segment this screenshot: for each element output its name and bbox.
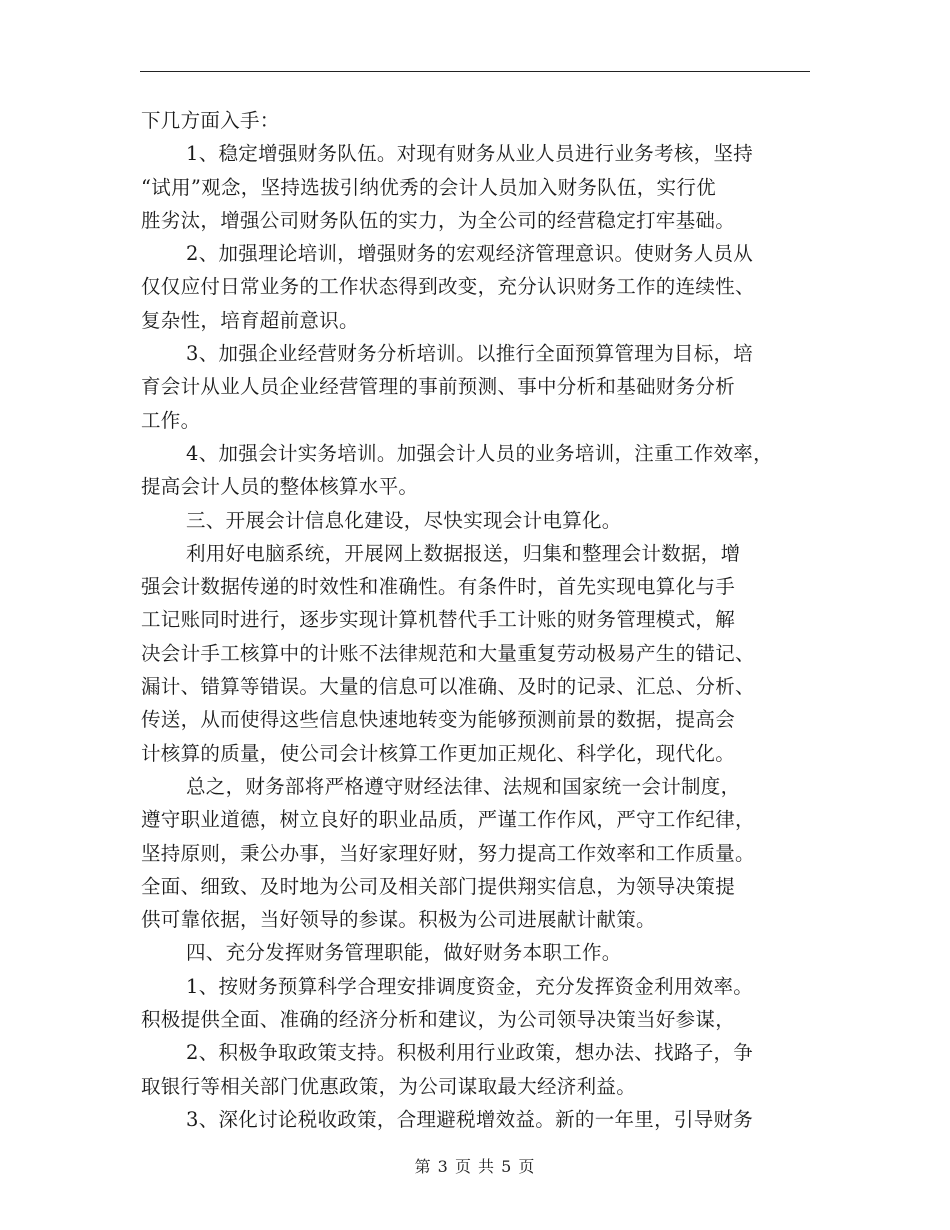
text-line: 取银行等相关部门优惠政策，为公司谋取最大经济利益。 — [141, 1074, 637, 1098]
text-line: 全面、细致、及时地为公司及相关部门提供翔实信息，为领导决策提 — [141, 874, 736, 898]
text-line: “试用”观念，坚持选拔引纳优秀的会计人员加入财务队伍，实行优 — [141, 175, 716, 199]
text-line: 1、按财务预算科学合理安排调度资金，充分发挥资金利用效率。 — [186, 974, 754, 998]
text-line: 4、加强会计实务培训。加强会计人员的业务培训，注重工作效率， — [186, 441, 773, 465]
page-footer: 第 3 页 共 5 页 — [414, 1157, 536, 1176]
text-line: 仅仅应付日常业务的工作状态得到改变，充分认识财务工作的连续性、 — [141, 275, 755, 299]
text-line: 工作。 — [141, 408, 201, 432]
document-body — [141, 104, 813, 1136]
text-line: 遵守职业道德，树立良好的职业品质，严谨工作作风，严守工作纪律， — [141, 808, 755, 832]
text-line: 下几方面入手： — [141, 109, 280, 132]
text-line: 工记账同时进行，逐步实现计算机替代手工计账的财务管理模式，解 — [141, 608, 736, 632]
text-line: 总之，财务部将严格遵守财经法律、法规和国家统一会计制度， — [186, 774, 741, 798]
text-line: 1、稳定增强财务队伍。对现有财务从业人员进行业务考核，坚持 — [186, 142, 754, 166]
text-line: 3、深化讨论税收政策，合理避税增效益。新的一年里，引导财务 — [186, 1107, 754, 1131]
text-line: 坚持原则，秉公办事，当好家理好财，努力提高工作效率和工作质量。 — [141, 841, 755, 865]
text-line: 2、积极争取政策支持。积极利用行业政策，想办法、找路子，争 — [186, 1041, 754, 1065]
text-line: 积极提供全面、准确的经济分析和建议，为公司领导决策当好参谋， — [141, 1008, 736, 1032]
text-line: 供可靠依据，当好领导的参谋。积极为公司进展献计献策。 — [141, 908, 656, 932]
text-line: 漏计、错算等错误。大量的信息可以准确、及时的记录、汇总、分析、 — [141, 675, 755, 699]
text-line: 决会计手工核算中的计账不法律规范和大量重复劳动极易产生的错记、 — [141, 641, 755, 665]
text-line: 计核算的质量，使公司会计核算工作更加正规化、科学化，现代化。 — [141, 741, 736, 765]
text-line: 胜劣汰，增强公司财务队伍的实力，为全公司的经营稳定打牢基础。 — [141, 208, 736, 232]
text-line: 2、加强理论培训，增强财务的宏观经济管理意识。使财务人员从 — [186, 242, 754, 266]
text-line: 强会计数据传递的时效性和准确性。有条件时，首先实现电算化与手 — [141, 575, 736, 599]
text-line: 育会计从业人员企业经营管理的事前预测、事中分析和基础财务分析 — [141, 375, 736, 399]
text-line: 提高会计人员的整体核算水平。 — [141, 475, 419, 499]
text-line: 3、加强企业经营财务分析培训。以推行全面预算管理为目标，培 — [186, 342, 754, 366]
text-line: 四、充分发挥财务管理职能，做好财务本职工作。 — [186, 941, 622, 965]
text-line: 利用好电脑系统，开展网上数据报送，归集和整理会计数据，增 — [186, 541, 741, 565]
text-line: 复杂性，培育超前意识。 — [141, 308, 359, 332]
text-line: 三、开展会计信息化建设，尽快实现会计电算化。 — [186, 508, 622, 532]
text-line: 传送，从而使得这些信息快速地转变为能够预测前景的数据，提高会 — [141, 708, 736, 732]
header-rule — [140, 71, 810, 72]
